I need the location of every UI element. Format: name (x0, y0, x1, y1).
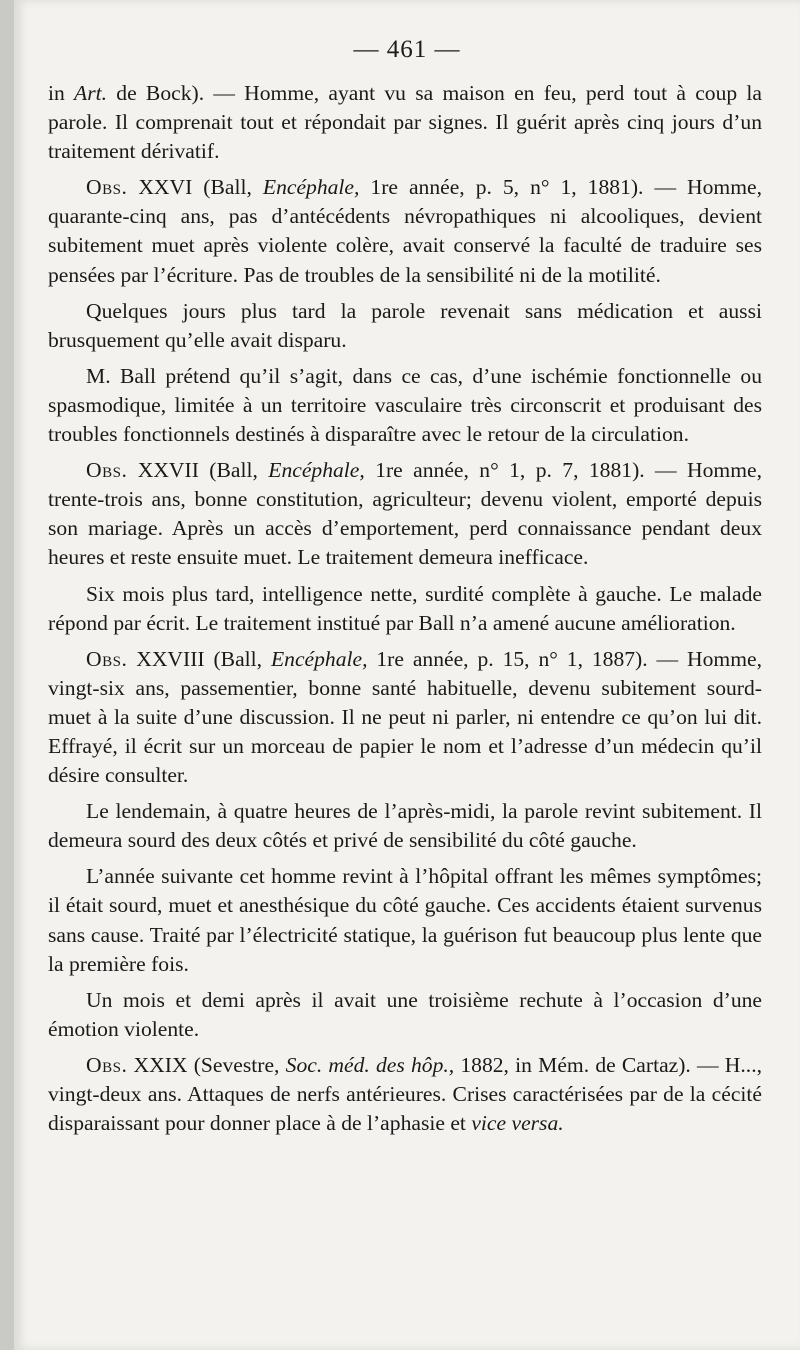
paragraph-gap (48, 979, 762, 986)
text-run: de Bock). — Homme, ayant vu sa maison en feu, perd tout à coup la parole. Il comprenait tout et répondait par signes. Il guérit après cinq jours d’un traitement dérivatif. (48, 81, 762, 164)
paragraph (48, 645, 762, 790)
paragraph (48, 79, 762, 166)
text-run: 1re année, p. 15, n° 1, 1887). — Homme, vingt-six ans, passementier, bonne santé habituelle, devenu subitement sourd-muet à la suite d’une discussion. Il ne peut ni parler, ni entendre ce qu’on lui dit. Effrayé, il écrit sur un morceau de papier le nom et l’adresse d’un médecin qu’il désire consulter. (48, 646, 762, 788)
paragraph-gap (48, 790, 762, 797)
text-run: XXIX (Sevestre, (127, 1052, 286, 1077)
document-page (14, 0, 800, 1350)
text-run: 1re année, n° 1, p. 7, 1881). — Homme, trente-trois ans, bonne constitution, agriculteur; devenu violent, emporté depuis son mariage. Après un accès d’emportement, perd connaissance pendant deux heures et reste ensuite muet. Le traitement demeura inefficace. (48, 458, 762, 570)
paragraph (48, 797, 762, 855)
paragraph (48, 580, 762, 638)
observation-label: Obs. (86, 175, 128, 200)
paragraph-gap (48, 573, 762, 580)
observation-label: Obs. (86, 458, 128, 483)
italic-text: Encéphale, (262, 175, 360, 200)
text-run: M. Ball prétend qu’il s’agit, dans ce cas, d’une ischémie fonctionnelle ou spasmodique, limitée à un territoire vasculaire très circonscrit et produisant des troubles fonctionnels destinés à disparaître avec le retour de la circulation. (48, 363, 762, 447)
paragraph (48, 173, 762, 289)
text-run: XXVIII (Ball, (127, 646, 271, 671)
paragraph-gap (48, 855, 762, 862)
page-body (48, 79, 762, 1138)
observation-label: Obs. (86, 1052, 128, 1077)
italic-text: Soc. méd. des hôp., (285, 1052, 455, 1077)
paragraph (48, 1051, 762, 1138)
text-run: 1re année, p. 5, n° 1, 1881). — Homme, quarante-cinq ans, pas d’antécédents névropathiques ni alcooliques, devient subitement muet après violente colère, avait conservé la faculté de traduire ses pensées par l’écriture. Pas de troubles de la sensibilité ni de la motilité. (48, 175, 762, 287)
paragraph-gap (48, 290, 762, 297)
text-run: in (48, 81, 75, 105)
paragraph-gap (48, 449, 762, 456)
paragraph-gap (48, 1044, 762, 1051)
text-run: 1882, in Mém. de Cartaz). — H..., vingt-deux ans. Attaques de nerfs antérieures. Crises caractérisées par de la cécité disparaissant pour donner place à de l’aphasie et (48, 1052, 762, 1136)
text-run: XXVI (Ball, (127, 175, 263, 200)
paragraph (48, 456, 762, 572)
text-run: L’année suivante cet homme revint à l’hôpital offrant les mêmes symptômes; il était sourd, muet et anesthésique du côté gauche. Ces accidents étaient survenus sans cause. Traité par l’électricité statique, la guérison fut beaucoup plus lente que la première fois. (48, 864, 762, 976)
paragraph-gap (48, 355, 762, 362)
text-run: Le lendemain, à quatre heures de l’après-midi, la parole revint subitement. Il demeura sourd des deux côtés et privé de sensibilité du côté gauche. (48, 799, 762, 853)
paragraph (48, 362, 762, 449)
italic-text: Encéphale, (270, 646, 368, 671)
page-number: — 461 — (353, 36, 461, 63)
paragraph-gap (48, 638, 762, 645)
italic-text: Art. (74, 81, 108, 105)
observation-label: Obs. (86, 646, 128, 671)
paragraph (48, 297, 762, 355)
italic-text: vice versa. (471, 1111, 564, 1136)
paragraph-gap (48, 166, 762, 173)
italic-text: Encéphale, (268, 458, 365, 483)
text-run: Six mois plus tard, intelligence nette, surdité complète à gauche. Le malade répond par écrit. Le traitement institué par Ball n’a amené aucune amélioration. (48, 581, 762, 635)
paragraph (48, 862, 762, 978)
text-run: Un mois et demi après il avait une troisième rechute à l’occasion d’une émotion violente. (48, 987, 762, 1041)
paragraph (48, 986, 762, 1044)
text-run: XXVII (Ball, (127, 458, 269, 483)
text-run: Quelques jours plus tard la parole revenait sans médication et aussi brusquement qu’elle avait disparu. (48, 298, 762, 352)
